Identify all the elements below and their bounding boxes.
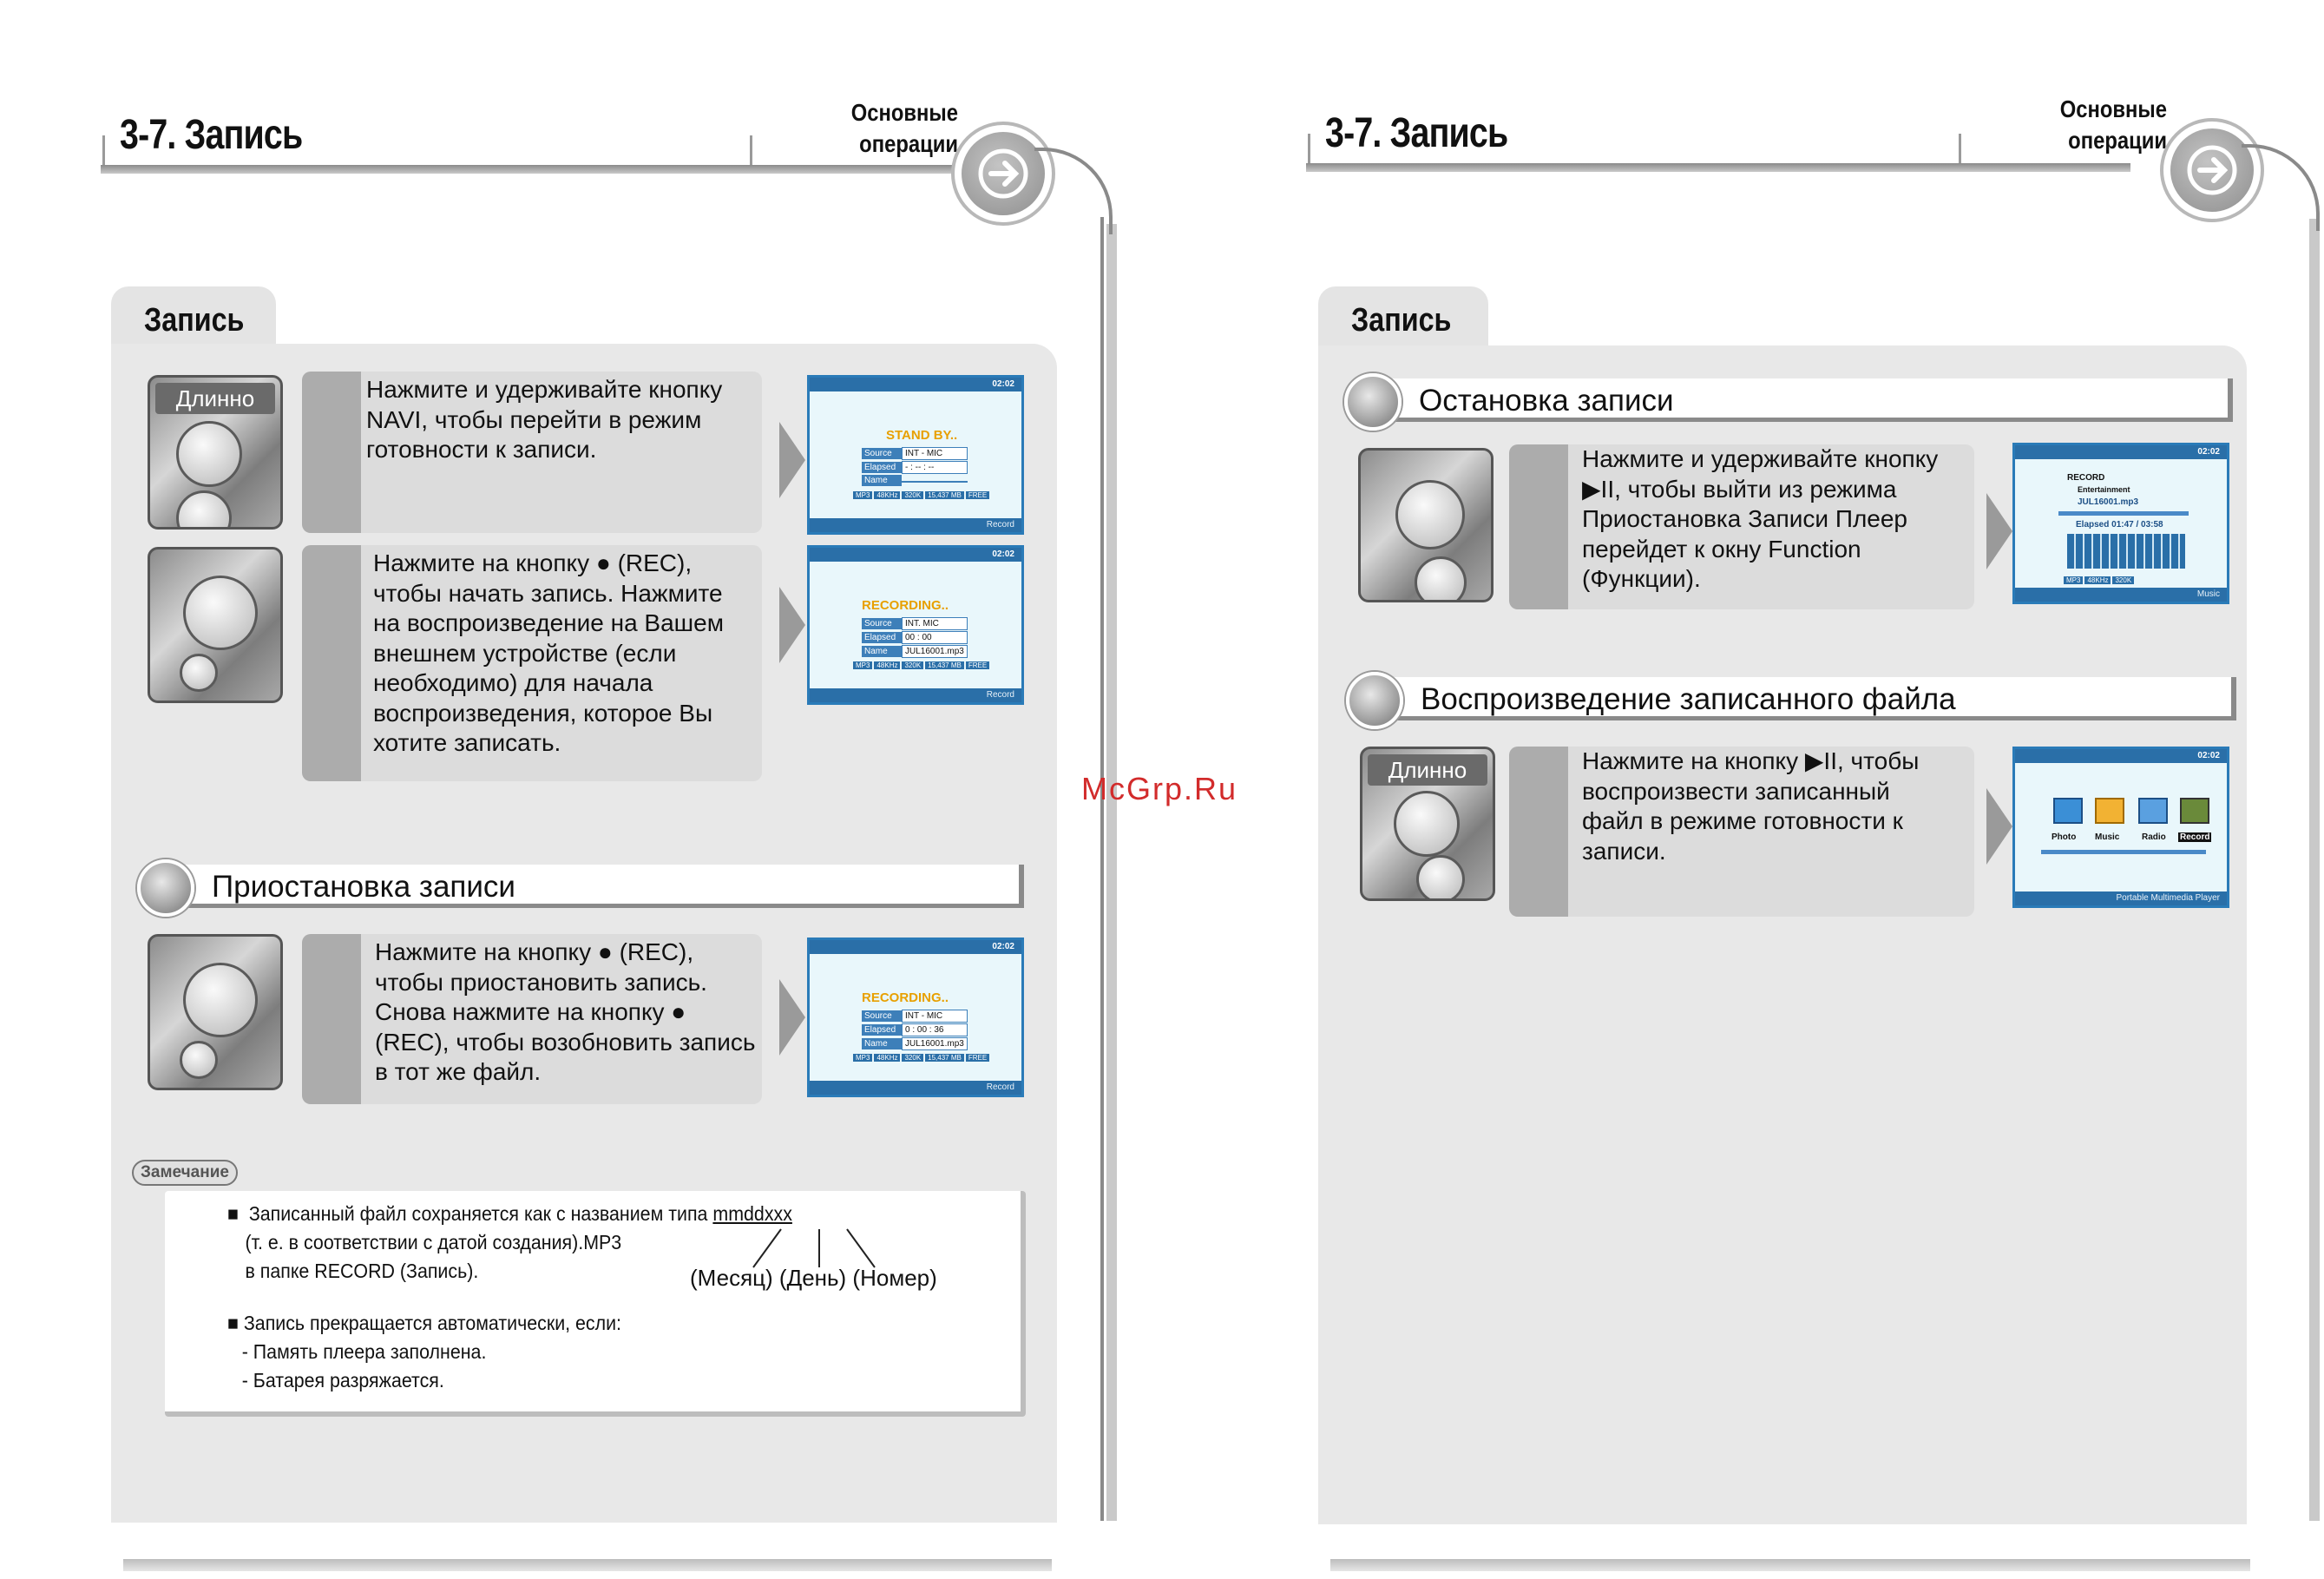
step-1-text: Нажмите и удерживайте кнопку NAVI, чтобы перейти в режим готовности к записи. bbox=[366, 376, 723, 463]
footer-rule bbox=[1330, 1559, 2250, 1571]
step-5 bbox=[1509, 747, 1974, 917]
screen-recording: 02:02 RECORDING.. Source INT. MIC Elapsed 00 : 00 Name JUL16001.mp3 MP3 48KHz 320K 15,437 MB FREE Record bbox=[807, 545, 1024, 705]
step-3-text: Нажмите на кнопку ● (REC), чтобы приостановить запись. Снова нажмите на кнопку ● (REC), чтобы возобновить запись в тот же файл. bbox=[375, 938, 756, 1085]
step-1 bbox=[302, 372, 762, 533]
a-button bbox=[176, 490, 232, 530]
page-title: 3-7. Запись bbox=[1325, 110, 1508, 156]
device-photo-navi bbox=[148, 375, 283, 530]
watermark: McGrp.Ru bbox=[1081, 771, 1238, 806]
screen-music: 02:02 RECORD Entertainment JUL16001.mp3 Elapsed 01:47 / 03:58 MP3 48KHz 320K Music bbox=[2012, 443, 2229, 604]
help-button bbox=[180, 654, 218, 692]
title-tick bbox=[102, 135, 105, 165]
category-label: Основные операции bbox=[850, 99, 958, 157]
step-4 bbox=[1509, 444, 1974, 609]
step-arrow bbox=[779, 587, 805, 663]
header-rule bbox=[1306, 163, 2130, 172]
step-4-text: Нажмите и удерживайте кнопку ▶II, чтобы выйти из режима Приостановка Записи Плеер перейдет к окну Function (Функции). bbox=[1582, 445, 1939, 592]
screen-paused: 02:02 RECORDING.. Source INT - MIC Elapsed 0 : 00 : 36 Name JUL16001.mp3 MP3 48KHz 320K 15,437 MB FREE Record bbox=[807, 938, 1024, 1097]
rec-button bbox=[183, 576, 258, 650]
screen-standby: 02:02 STAND BY.. Source INT - MIC Elapsed - : -- : -- Name MP3 48KHz 320K 15,437 MB FREE Record bbox=[807, 375, 1024, 535]
right-page bbox=[1162, 0, 2324, 1579]
step-arrow bbox=[779, 979, 805, 1056]
long-press-label: Длинно bbox=[155, 383, 275, 414]
section-tab: Запись bbox=[111, 286, 276, 354]
title-tick bbox=[1308, 134, 1310, 163]
play-pause-button bbox=[1394, 791, 1460, 857]
note-1: ■ Записанный файл сохраняется как с названием типа mmddxxx (т. е. в соответствии с датой создания).MP3 в папке RECORD (Запись). bbox=[227, 1202, 792, 1282]
header-divider bbox=[1959, 134, 1961, 163]
step-3 bbox=[302, 934, 762, 1104]
device-photo-play-long bbox=[1360, 747, 1495, 901]
pattern-legend: (Месяц) (День) (Номер) bbox=[690, 1265, 937, 1291]
navi-button bbox=[1415, 556, 1467, 602]
section-heading-stop: Остановка записи bbox=[1344, 373, 2233, 425]
page-title: 3-7. Запись bbox=[120, 112, 303, 158]
note-badge: Замечание bbox=[132, 1160, 238, 1186]
step-arrow bbox=[779, 422, 805, 498]
record-icon bbox=[2180, 798, 2209, 824]
page-edge-line bbox=[1100, 217, 1104, 1521]
page-edge-bar bbox=[1106, 224, 1117, 1521]
step-2-text: Нажмите на кнопку ● (REC), чтобы начать запись. Нажмите на воспроизведение на Вашем внешнем устройстве (если необходимо) для начала воспроизведения, которое Вы хотите записать. bbox=[373, 549, 724, 756]
help-button bbox=[180, 1041, 218, 1079]
step-arrow bbox=[1986, 788, 2012, 865]
category-label: Основные операции bbox=[2059, 95, 2167, 154]
long-press-label: Длинно bbox=[1368, 754, 1487, 786]
note-2: ■ Запись прекращается автоматически, если: - Память плеера заполнена. - Батарея разряжается. bbox=[227, 1312, 621, 1391]
page-edge-curve bbox=[1034, 148, 1113, 234]
section-heading-play: Воспроизведение записанного файла bbox=[1346, 672, 2236, 724]
footer-rule bbox=[123, 1559, 1052, 1571]
section-heading-pause: Приостановка записи bbox=[137, 859, 1024, 911]
photo-icon bbox=[2053, 798, 2083, 824]
step-5-text: Нажмите на кнопку ▶II, чтобы воспроизвести записанный файл в режиме готовности к записи. bbox=[1582, 747, 1920, 865]
play-pause-button bbox=[1395, 480, 1465, 549]
section-tab: Запись bbox=[1318, 286, 1488, 354]
music-icon bbox=[2095, 798, 2124, 824]
radio-icon bbox=[2138, 798, 2168, 824]
rec-button bbox=[183, 963, 258, 1037]
header-rule bbox=[101, 165, 962, 174]
navi-button bbox=[1416, 855, 1465, 901]
screen-function-menu: 02:02 Photo Music Radio Record Portable Multimedia Player bbox=[2012, 747, 2229, 908]
arrow-right-icon bbox=[962, 132, 1045, 215]
device-photo-play bbox=[1358, 448, 1494, 602]
device-photo-rec-pause bbox=[148, 934, 283, 1090]
filename-pattern: mmddxxx bbox=[712, 1202, 792, 1225]
device-photo-rec bbox=[148, 547, 283, 703]
step-arrow bbox=[1986, 493, 2012, 569]
step-2 bbox=[302, 545, 762, 781]
header-divider bbox=[750, 135, 752, 165]
navi-button bbox=[176, 421, 242, 487]
page-edge-bar bbox=[2309, 219, 2320, 1521]
equalizer-icon bbox=[2067, 534, 2185, 569]
page-edge-curve bbox=[2242, 144, 2320, 231]
